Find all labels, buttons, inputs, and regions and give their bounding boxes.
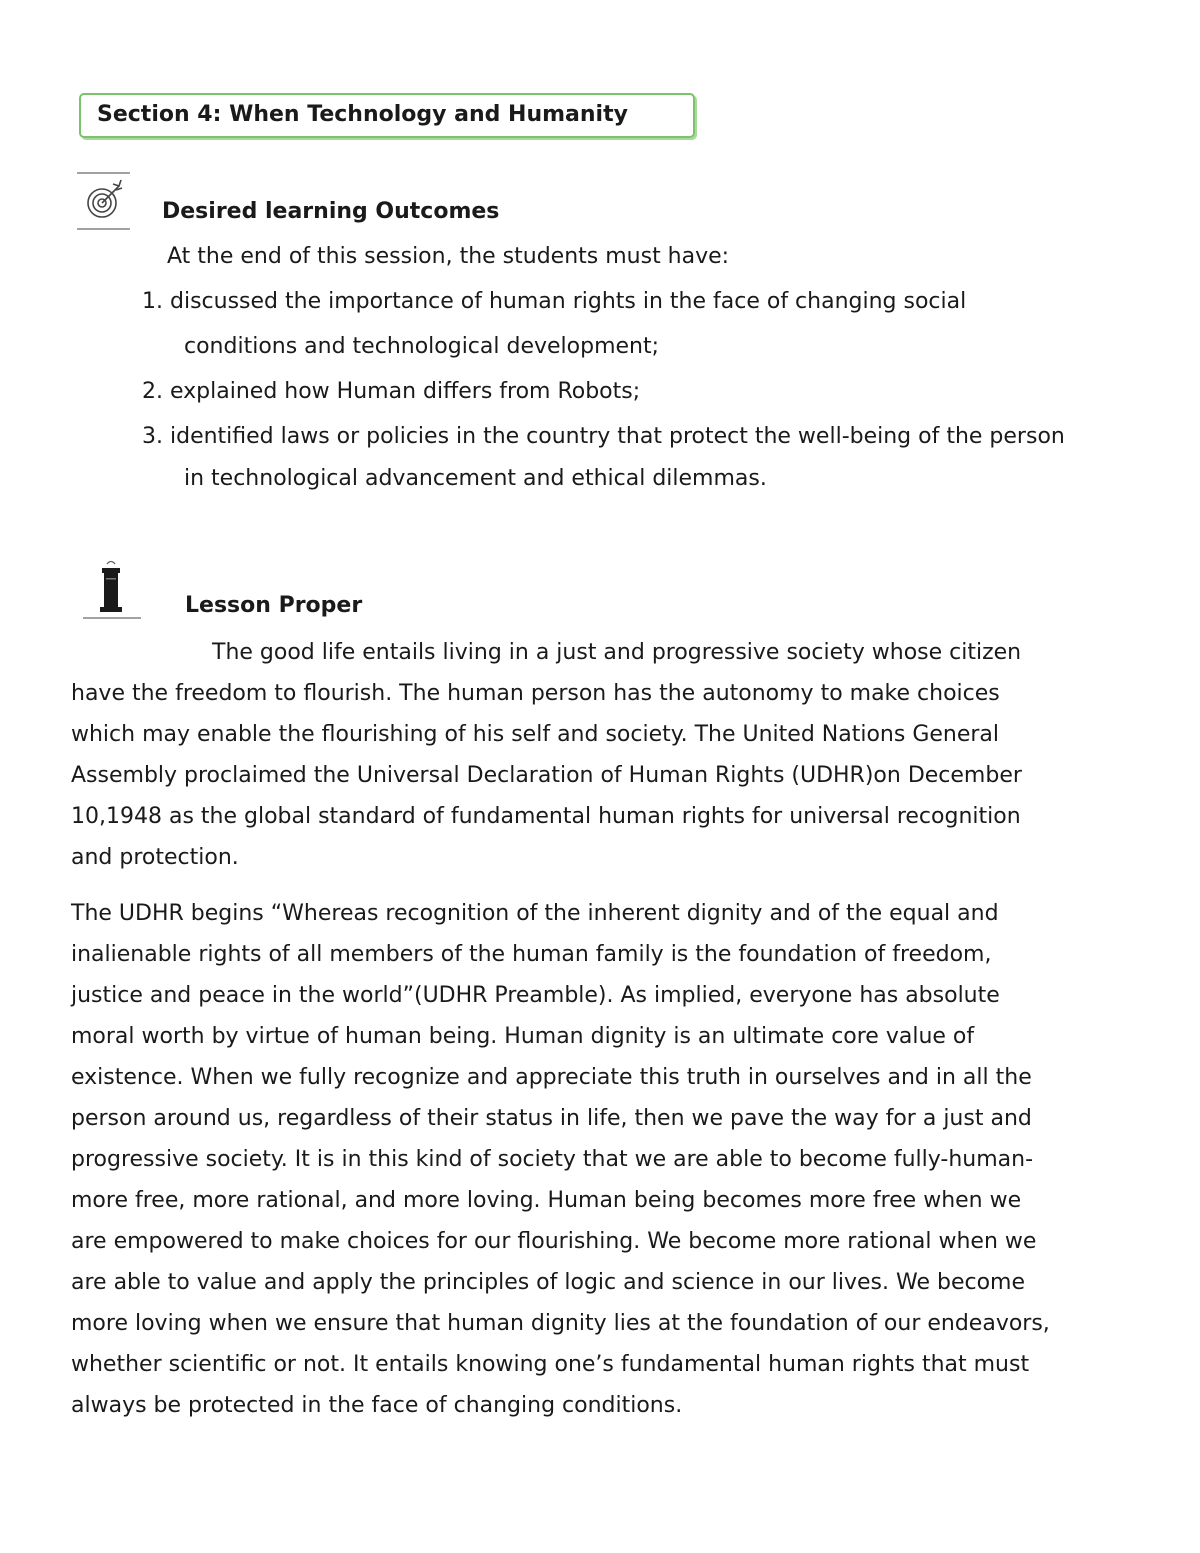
outcome-item-1 bbox=[142, 289, 966, 314]
outcome-item-1-cont: conditions and technological development; bbox=[184, 334, 660, 359]
paragraph-line: have the freedom to flourish. The human person has the autonomy to make choices bbox=[71, 681, 1000, 706]
paragraph-line: inalienable rights of all members of the human family is the foundation of freedom, bbox=[71, 942, 992, 967]
paragraph-line: more free, more rational, and more loving. Human being becomes more free when we bbox=[71, 1188, 1022, 1213]
paragraph-line: existence. When we fully recognize and appreciate this truth in ourselves and in all the bbox=[71, 1065, 1032, 1090]
paragraph-line: and protection. bbox=[71, 845, 239, 870]
paragraph-line: more loving when we ensure that human dignity lies at the foundation of our endeavors, bbox=[71, 1311, 1050, 1336]
outcome-number: 2. bbox=[142, 379, 163, 404]
outcome-text: explained how Human differs from Robots; bbox=[170, 379, 641, 404]
outcome-item-2 bbox=[142, 379, 640, 404]
lesson-heading: Lesson Proper bbox=[185, 593, 363, 618]
paragraph-line: 10,1948 as the global standard of fundamental human rights for universal recognition bbox=[71, 804, 1021, 829]
paragraph-line: Assembly proclaimed the Universal Declaration of Human Rights (UDHR)on December bbox=[71, 763, 1022, 788]
paragraph-line: The UDHR begins “Whereas recognition of the inherent dignity and of the equal and bbox=[71, 901, 999, 926]
outcome-text: identified laws or policies in the country that protect the well-being of the person bbox=[170, 424, 1065, 449]
target-icon bbox=[77, 172, 130, 230]
outcomes-heading: Desired learning Outcomes bbox=[162, 199, 500, 224]
paragraph-line: always be protected in the face of changing conditions. bbox=[71, 1393, 683, 1418]
paragraph-line: whether scientific or not. It entails knowing one’s fundamental human rights that must bbox=[71, 1352, 1030, 1377]
outcome-number: 1. bbox=[142, 289, 163, 314]
section-title: Section 4: When Technology and Humanity bbox=[97, 102, 628, 127]
lesson-paragraph-1 bbox=[71, 632, 1131, 878]
paragraph-line: The good life entails living in a just and progressive society whose citizen bbox=[212, 640, 1022, 665]
outcome-item-3 bbox=[142, 424, 1065, 449]
outcome-item-3-cont: in technological advancement and ethical dilemmas. bbox=[184, 466, 767, 491]
paragraph-line: are empowered to make choices for our flourishing. We become more rational when we bbox=[71, 1229, 1037, 1254]
paragraph-line: are able to value and apply the principles of logic and science in our lives. We become bbox=[71, 1270, 1026, 1295]
paragraph-line: justice and peace in the world”(UDHR Preamble). As implied, everyone has absolute bbox=[71, 983, 1000, 1008]
paragraph-line: progressive society. It is in this kind of society that we are able to become fully-human- bbox=[71, 1147, 1034, 1172]
podium-icon bbox=[82, 558, 142, 620]
outcome-text: discussed the importance of human rights in the face of changing social bbox=[170, 289, 967, 314]
outcome-number: 3. bbox=[142, 424, 163, 449]
lesson-paragraph-2 bbox=[71, 893, 1131, 1426]
outcomes-intro: At the end of this session, the students must have: bbox=[167, 244, 730, 269]
paragraph-line: which may enable the flourishing of his self and society. The United Nations General bbox=[71, 722, 1000, 747]
paragraph-line: moral worth by virtue of human being. Human dignity is an ultimate core value of bbox=[71, 1024, 975, 1049]
paragraph-line: person around us, regardless of their status in life, then we pave the way for a just and bbox=[71, 1106, 1032, 1131]
